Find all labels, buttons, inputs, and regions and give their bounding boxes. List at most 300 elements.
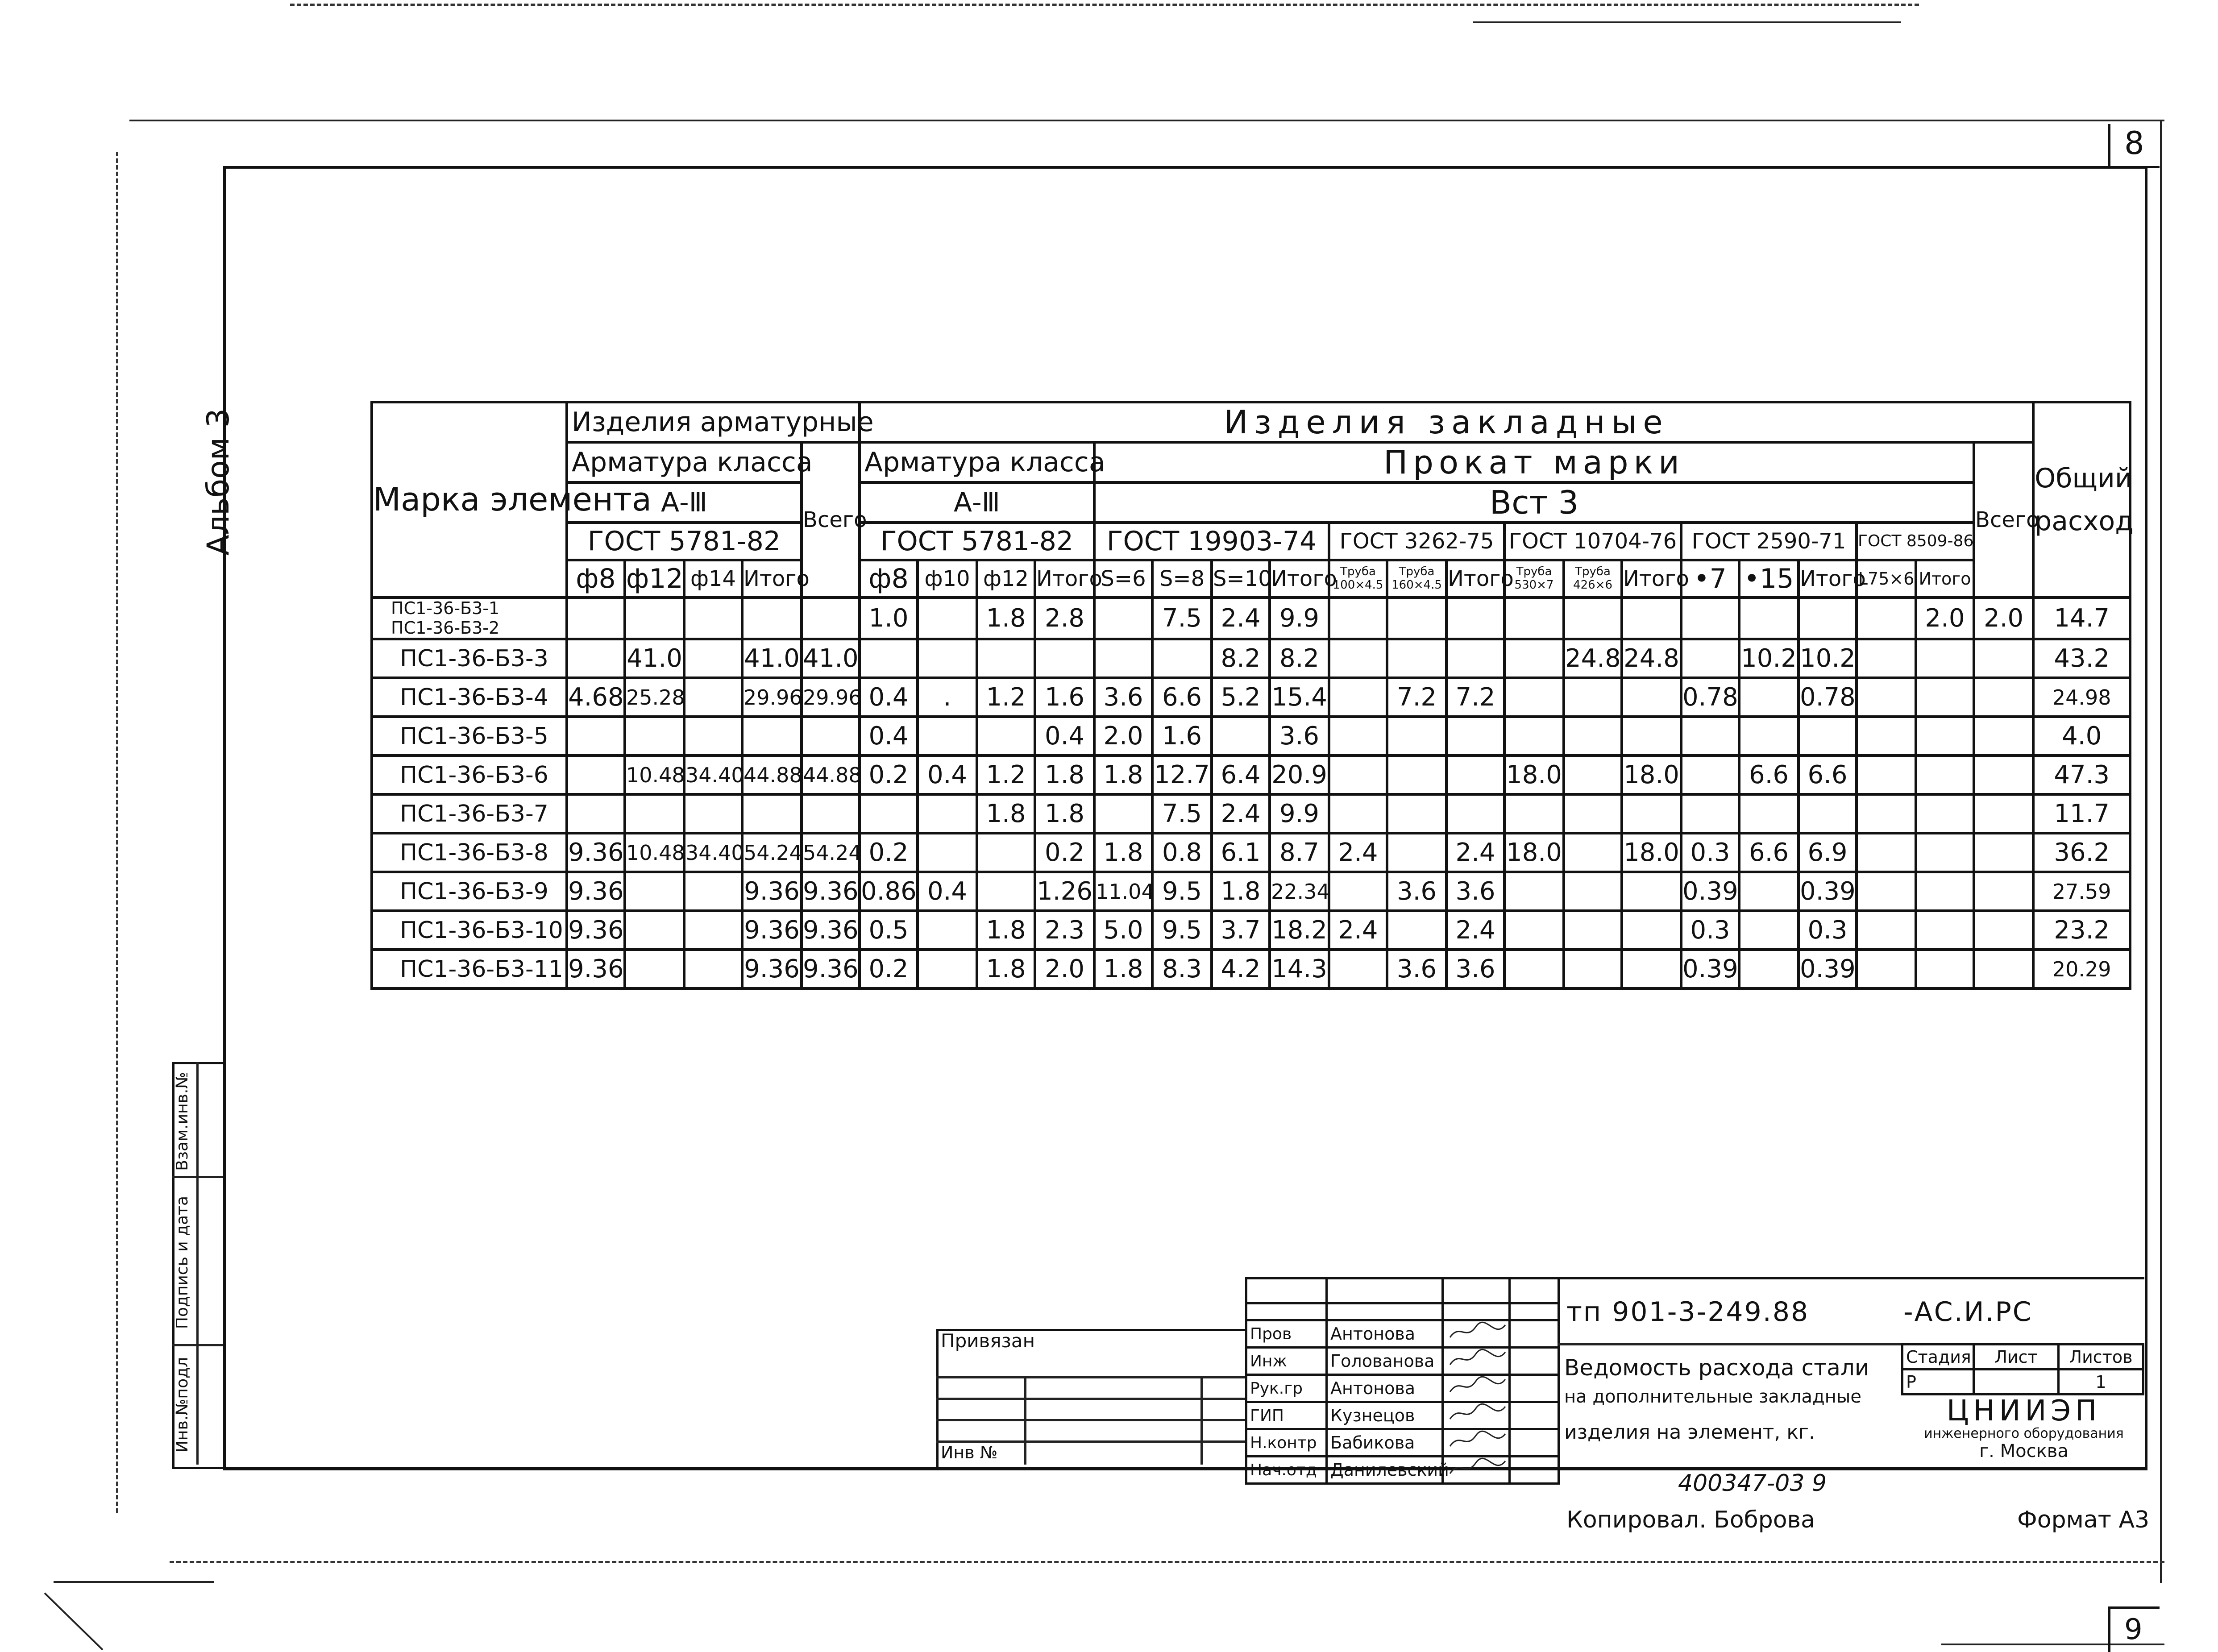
date-cell: [1510, 1320, 1559, 1348]
cell-value: [1857, 872, 1916, 911]
cell-value: [1916, 872, 1974, 911]
cell-value: 2.4: [1446, 833, 1504, 872]
cell-value: 24.8: [1564, 639, 1622, 678]
cell-value: 9.36: [567, 950, 625, 988]
person-name: Кузнецов: [1327, 1402, 1443, 1429]
signature-grid: [1245, 1277, 1560, 1485]
cell-value: 44.88: [742, 755, 802, 794]
cell-value: 2.8: [1035, 598, 1094, 639]
cell-value: [1974, 872, 2033, 911]
cell-value: 0.2: [860, 833, 918, 872]
cell-value: [1857, 678, 1916, 717]
signature-cell: [1443, 1375, 1510, 1402]
row-mark: ПС1-36-Б3-4: [372, 678, 567, 717]
cell-value: 1.8: [977, 598, 1035, 639]
cell-value: 1.8: [977, 950, 1035, 988]
table-row: [372, 639, 2130, 678]
cell-value: 14.7: [2033, 598, 2130, 639]
cell-value: 0.4: [918, 872, 977, 911]
cell-value: [684, 872, 742, 911]
person-name: Бабикова: [1327, 1429, 1443, 1457]
cell-value: [1564, 717, 1622, 755]
cell-value: [1504, 950, 1564, 988]
cell-value: 0.2: [1035, 833, 1094, 872]
signature-row: [1246, 1429, 1559, 1457]
col-itogo-4: Итого: [1446, 560, 1504, 598]
cell-value: 54.24: [742, 833, 802, 872]
table-row: [372, 794, 2130, 833]
cell-value: [1094, 794, 1152, 833]
cell-value: [684, 598, 742, 639]
col-s10: S=10: [1212, 560, 1270, 598]
side-stamp-line-1: [172, 1176, 223, 1178]
cell-value: 0.86: [860, 872, 918, 911]
signature-row: [1246, 1457, 1559, 1484]
cell-value: 9.36: [742, 911, 802, 950]
col-f8-1: ф8: [567, 560, 625, 598]
cell-value: [1681, 717, 1739, 755]
cell-value: [1152, 639, 1212, 678]
stage-table: [1901, 1343, 2144, 1395]
cell-value: 0.78: [1681, 678, 1739, 717]
cell-value: 10.48: [625, 833, 684, 872]
header-total-1: Всего: [802, 442, 860, 598]
col-s8: S=8: [1152, 560, 1212, 598]
cell-value: 34.40: [684, 755, 742, 794]
cell-value: [1212, 717, 1270, 755]
signature-cell: [1443, 1457, 1510, 1484]
cell-value: 0.2: [860, 950, 918, 988]
cell-value: [802, 717, 860, 755]
cell-value: [1739, 717, 1798, 755]
cell-value: 14.3: [1270, 950, 1329, 988]
cell-value: [1329, 717, 1387, 755]
cell-value: 29.96: [742, 678, 802, 717]
col-itogo-1: Итого: [742, 560, 802, 598]
cell-value: 9.9: [1270, 794, 1329, 833]
cell-value: 18.0: [1622, 755, 1681, 794]
cell-value: 6.6: [1798, 755, 1857, 794]
cell-value: 7.5: [1152, 794, 1212, 833]
cell-value: 5.0: [1094, 911, 1152, 950]
cell-value: [918, 833, 977, 872]
doc-title-line-3: изделия на элемент, кг.: [1564, 1421, 1815, 1444]
cell-value: 7.2: [1446, 678, 1504, 717]
col-pipe-160: Труба 160×4.5: [1387, 560, 1446, 598]
row-mark: ПС1-36-Б3-7: [372, 794, 567, 833]
cell-value: [918, 794, 977, 833]
cell-value: [1974, 950, 2033, 988]
cell-value: 1.8: [1094, 950, 1152, 988]
cell-value: [860, 639, 918, 678]
cell-value: 3.6: [1446, 950, 1504, 988]
cell-value: [802, 598, 860, 639]
cell-value: 9.36: [567, 872, 625, 911]
cell-value: [918, 717, 977, 755]
cell-value: [1857, 639, 1916, 678]
cell-value: 9.36: [802, 872, 860, 911]
cell-value: 10.48: [625, 755, 684, 794]
cell-value: [1739, 911, 1798, 950]
cell-value: 34.40: [684, 833, 742, 872]
cell-value: [1387, 598, 1446, 639]
cell-value: [1329, 598, 1387, 639]
header-rebar-class-2: Арматура класса: [860, 442, 1094, 482]
album-label: Альбом 3: [201, 408, 236, 556]
cell-value: 22.34: [1270, 872, 1329, 911]
cell-value: [1504, 598, 1564, 639]
cell-value: [1329, 950, 1387, 988]
cell-value: 24.98: [2033, 678, 2130, 717]
cell-value: [625, 794, 684, 833]
sheet-header: Лист: [1974, 1345, 2059, 1370]
header-mark: Марка элемента: [372, 402, 567, 598]
header-general: Общий расход: [2033, 402, 2130, 598]
sheet-number-top: 8: [2124, 125, 2144, 162]
cell-value: [1916, 678, 1974, 717]
cell-value: 41.0: [742, 639, 802, 678]
cell-value: [742, 598, 802, 639]
cell-value: 1.26: [1035, 872, 1094, 911]
cell-value: [1387, 717, 1446, 755]
cell-value: 1.8: [1094, 755, 1152, 794]
signature-row: [1246, 1402, 1559, 1429]
steel-consumption-table: [370, 401, 2134, 990]
binding-vline-1: [1024, 1376, 1026, 1465]
outer-frame-top: [129, 120, 2164, 121]
cell-value: 3.6: [1270, 717, 1329, 755]
col-itogo-5: Итого: [1622, 560, 1681, 598]
col-f10: ф10: [918, 560, 977, 598]
cell-value: 0.2: [860, 755, 918, 794]
col-f14: ф14: [684, 560, 742, 598]
cell-value: [1681, 755, 1739, 794]
cell-value: 1.0: [860, 598, 918, 639]
row-mark: ПС1-36-Б3-5: [372, 717, 567, 755]
cell-value: [1739, 794, 1798, 833]
date-cell: [1510, 1348, 1559, 1375]
cell-value: [977, 872, 1035, 911]
header-rebar-class-1: Арматура класса: [567, 442, 802, 482]
cell-value: 24.8: [1622, 639, 1681, 678]
cell-value: 4.0: [2033, 717, 2130, 755]
corner-mark: [45, 1593, 116, 1650]
cell-value: [1329, 755, 1387, 794]
col-f12-1: ф12: [625, 560, 684, 598]
outer-frame-right: [2160, 120, 2162, 1583]
cell-value: [684, 678, 742, 717]
cell-value: 9.5: [1152, 911, 1212, 950]
date-cell: [1510, 1375, 1559, 1402]
cell-value: 43.2: [2033, 639, 2130, 678]
cell-value: 3.6: [1094, 678, 1152, 717]
cell-value: [1739, 950, 1798, 988]
cell-value: [625, 717, 684, 755]
cell-value: 47.3: [2033, 755, 2130, 794]
col-f12-2: ф12: [977, 560, 1035, 598]
header-gost3262: ГОСТ 3262-75: [1329, 523, 1504, 560]
cell-value: [1387, 755, 1446, 794]
role-label: Пров: [1246, 1320, 1327, 1348]
cell-value: 10.2: [1798, 639, 1857, 678]
signature-row: [1246, 1348, 1559, 1375]
cell-value: [1387, 911, 1446, 950]
cell-value: [1857, 598, 1916, 639]
table-row: [372, 950, 2130, 988]
cell-value: 3.7: [1212, 911, 1270, 950]
cell-value: 4.68: [567, 678, 625, 717]
cell-value: 2.0: [1035, 950, 1094, 988]
table-row: [372, 678, 2130, 717]
role-label: Н.контр: [1246, 1429, 1327, 1457]
cell-value: 9.36: [742, 872, 802, 911]
cell-value: [860, 794, 918, 833]
cell-value: 9.9: [1270, 598, 1329, 639]
row-mark: ПС1-36-Б3-11: [372, 950, 567, 988]
person-name: Антонова: [1327, 1320, 1443, 1348]
cell-value: 3.6: [1387, 872, 1446, 911]
cell-value: 18.0: [1622, 833, 1681, 872]
sheet-number-bottom: 9: [2124, 1613, 2143, 1646]
cell-value: [1916, 950, 1974, 988]
cell-value: [1798, 598, 1857, 639]
role-label: ГИП: [1246, 1402, 1327, 1429]
row-mark: ПС1-36-Б3-3: [372, 639, 567, 678]
cell-value: [1681, 794, 1739, 833]
cell-value: 5.2: [1212, 678, 1270, 717]
binding-label: Привязан: [941, 1330, 1035, 1352]
cell-value: 6.6: [1739, 755, 1798, 794]
cell-value: 3.6: [1446, 872, 1504, 911]
cell-value: [1857, 755, 1916, 794]
cell-value: [1622, 598, 1681, 639]
sheets-value: 1: [2059, 1370, 2143, 1395]
col-itogo-3: Итого: [1270, 560, 1329, 598]
cell-value: [1329, 872, 1387, 911]
cell-value: [1916, 794, 1974, 833]
cell-value: [918, 598, 977, 639]
signature-row: [1246, 1320, 1559, 1348]
cell-value: [1739, 678, 1798, 717]
cell-value: [1916, 717, 1974, 755]
doc-suffix: -АС.И.РС: [1903, 1296, 2033, 1328]
signature-row: [1246, 1375, 1559, 1402]
cell-value: [1446, 755, 1504, 794]
cell-value: [1916, 755, 1974, 794]
cell-value: [1504, 911, 1564, 950]
doc-title-line-1: Ведомость расхода стали: [1564, 1355, 1869, 1381]
cell-value: [977, 639, 1035, 678]
cell-value: 1.8: [977, 911, 1035, 950]
col-pipe-100: Труба 100×4.5: [1329, 560, 1387, 598]
cell-value: 9.36: [802, 911, 860, 950]
scan-edge-bottom-left: [54, 1581, 214, 1583]
cell-value: 18.0: [1504, 833, 1564, 872]
cell-value: [684, 911, 742, 950]
header-class-a3-2: А-Ⅲ: [860, 482, 1094, 523]
stage-value: Р: [1902, 1370, 1974, 1395]
header-total-2: Всего: [1974, 442, 2033, 598]
cell-value: [1446, 717, 1504, 755]
cell-value: [1974, 639, 2033, 678]
row-mark: ПС1-36-Б3-8: [372, 833, 567, 872]
cell-value: [918, 911, 977, 950]
cell-value: [1622, 872, 1681, 911]
cell-value: 8.7: [1270, 833, 1329, 872]
header-gost10704: ГОСТ 10704-76: [1504, 523, 1681, 560]
header-vst3: Вст 3: [1094, 482, 1974, 523]
header-gost5781-1: ГОСТ 5781-82: [567, 523, 802, 560]
cell-value: [1504, 717, 1564, 755]
cell-value: 2.4: [1212, 794, 1270, 833]
cell-value: 0.78: [1798, 678, 1857, 717]
col-pipe-426: Труба 426×6: [1564, 560, 1622, 598]
cell-value: [1622, 794, 1681, 833]
sheet-value: [1974, 1370, 2059, 1395]
cell-value: 8.2: [1270, 639, 1329, 678]
cell-value: 9.36: [567, 911, 625, 950]
cell-value: [567, 598, 625, 639]
cell-value: .: [918, 678, 977, 717]
date-cell: [1510, 1402, 1559, 1429]
cell-value: 0.39: [1798, 950, 1857, 988]
cell-value: 2.4: [1329, 833, 1387, 872]
cell-value: 0.3: [1681, 833, 1739, 872]
cell-value: 1.8: [1212, 872, 1270, 911]
cell-value: [918, 950, 977, 988]
cell-value: 41.0: [802, 639, 860, 678]
copied-by: Копировал. Боброва: [1566, 1507, 1815, 1533]
cell-value: [1329, 639, 1387, 678]
col-itogo-7: Итого: [1916, 560, 1974, 598]
cell-value: [1798, 794, 1857, 833]
cell-value: 2.4: [1329, 911, 1387, 950]
cell-value: 12.7: [1152, 755, 1212, 794]
cell-value: [1504, 872, 1564, 911]
cell-value: 6.6: [1152, 678, 1212, 717]
cell-value: [1387, 639, 1446, 678]
cell-value: 11.7: [2033, 794, 2130, 833]
cell-value: [567, 717, 625, 755]
cell-value: 0.5: [860, 911, 918, 950]
cell-value: 29.96: [802, 678, 860, 717]
cell-value: 6.6: [1739, 833, 1798, 872]
cell-value: 1.2: [977, 678, 1035, 717]
scan-edge-top2: [1473, 21, 1901, 23]
cell-value: [1622, 911, 1681, 950]
cell-value: 1.6: [1035, 678, 1094, 717]
cell-value: 18.0: [1504, 755, 1564, 794]
cell-value: 1.8: [1035, 755, 1094, 794]
cell-value: [1387, 794, 1446, 833]
cell-value: [1564, 755, 1622, 794]
cell-value: 0.4: [918, 755, 977, 794]
cell-value: [1622, 950, 1681, 988]
col-round-7: •7: [1681, 560, 1739, 598]
row-mark: ПС1-36-Б3-10: [372, 911, 567, 950]
cell-value: 6.1: [1212, 833, 1270, 872]
cell-value: [1387, 833, 1446, 872]
cell-value: [1564, 872, 1622, 911]
cell-value: [625, 950, 684, 988]
binding-line-2: [936, 1398, 1245, 1400]
cell-value: 2.4: [1212, 598, 1270, 639]
outer-frame-bottom: [170, 1561, 2164, 1563]
archive-number: 400347-03 9: [1678, 1470, 1827, 1497]
cell-value: 7.5: [1152, 598, 1212, 639]
cell-value: 27.59: [2033, 872, 2130, 911]
cell-value: 9.36: [802, 950, 860, 988]
cell-value: [1739, 872, 1798, 911]
cell-value: 20.29: [2033, 950, 2130, 988]
cell-value: [1798, 717, 1857, 755]
cell-value: [977, 833, 1035, 872]
cell-value: [1564, 794, 1622, 833]
cell-value: 2.0: [1974, 598, 2033, 639]
cell-value: [1974, 833, 2033, 872]
cell-value: [1857, 950, 1916, 988]
row-mark: ПС1-36-Б3-9: [372, 872, 567, 911]
cell-value: [1564, 911, 1622, 950]
cell-value: [742, 794, 802, 833]
role-label: Нач.отд: [1246, 1457, 1327, 1484]
org-dept: инженерного оборудования: [1924, 1426, 2124, 1441]
cell-value: [1329, 794, 1387, 833]
cell-value: 1.8: [1094, 833, 1152, 872]
signature-cell: [1443, 1402, 1510, 1429]
cell-value: [1504, 794, 1564, 833]
doc-code: тп 901-3-249.88: [1566, 1296, 1810, 1328]
col-pipe-530: Труба 530×7: [1504, 560, 1564, 598]
cell-value: [1622, 717, 1681, 755]
cell-value: [1446, 598, 1504, 639]
cell-value: [567, 639, 625, 678]
cell-value: 18.2: [1270, 911, 1329, 950]
left-binding-line: [116, 152, 118, 1513]
cell-value: [1622, 678, 1681, 717]
cell-value: [684, 717, 742, 755]
cell-value: 2.3: [1035, 911, 1094, 950]
cell-value: 1.2: [977, 755, 1035, 794]
cell-value: [1857, 717, 1916, 755]
cell-value: [742, 717, 802, 755]
cell-value: 0.39: [1681, 950, 1739, 988]
cell-value: [1504, 678, 1564, 717]
cell-value: [1857, 794, 1916, 833]
cell-value: [1857, 911, 1916, 950]
header-gost5781-2: ГОСТ 5781-82: [860, 523, 1094, 560]
cell-value: 0.4: [860, 678, 918, 717]
cell-value: 2.0: [1094, 717, 1152, 755]
cell-value: [625, 598, 684, 639]
role-label: Рук.гр: [1246, 1375, 1327, 1402]
header-reinf-products: Изделия арматурные: [567, 402, 860, 442]
binding-line-3: [936, 1419, 1245, 1421]
cell-value: [1739, 598, 1798, 639]
stage-header: Стадия: [1902, 1345, 1974, 1370]
cell-value: 0.39: [1798, 872, 1857, 911]
cell-value: 7.2: [1387, 678, 1446, 717]
cell-value: 0.4: [1035, 717, 1094, 755]
cell-value: [1329, 678, 1387, 717]
cell-value: 44.88: [802, 755, 860, 794]
role-label: Инж: [1246, 1348, 1327, 1375]
cell-value: 4.2: [1212, 950, 1270, 988]
cell-value: [1974, 911, 2033, 950]
row-mark: ПС1-36-Б3-6: [372, 755, 567, 794]
row-mark: ПС1-36-Б3-1 ПС1-36-Б3-2: [372, 598, 567, 639]
cell-value: 6.4: [1212, 755, 1270, 794]
